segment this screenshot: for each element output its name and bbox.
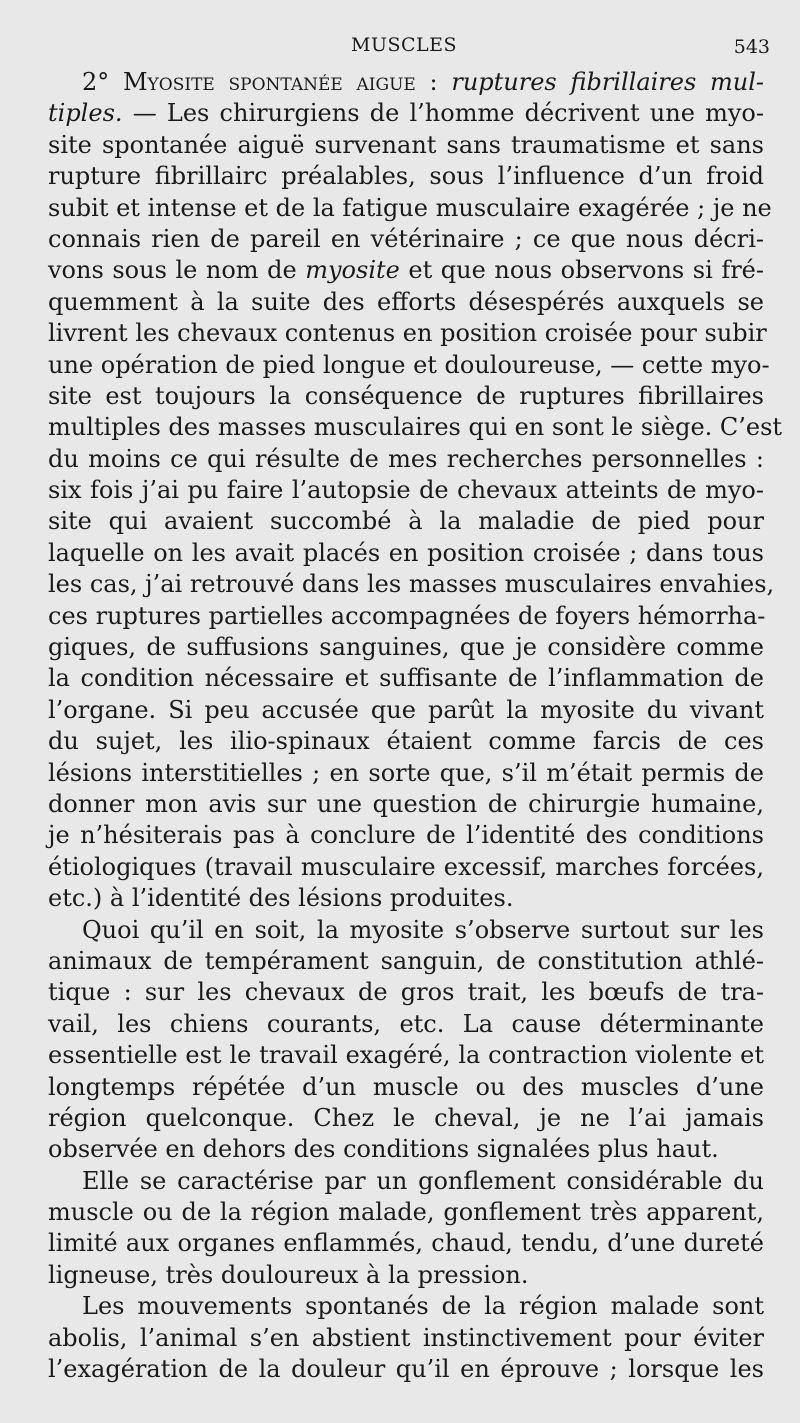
text-line: donner mon avis sur une question de chirurgie humaine, [48,789,764,818]
text-line: la condition nécessaire et suffisante de l’inflammation de [48,664,764,693]
paragraph-mouvements [48,1291,764,1385]
text-line: site est toujours la conséquence de ruptures fibrillaires [48,381,764,410]
text-line: longtemps répétée d’un muscle ou des muscles d’une [48,1072,764,1101]
text-line: abolis, l’animal s’en abstient instinctivement pour éviter [48,1323,764,1352]
text-line: etc.) à l’identité des lésions produites. [48,884,514,913]
text-line: lésions interstitielles ; en sorte que, s’il m’était permis de [48,758,764,787]
text-line: région quelconque. Chez le cheval, je ne l’ai jamais [48,1103,764,1132]
text-line: giques, de suffusions sanguines, que je considère comme [48,633,764,662]
text-line: vail, les chiens courants, etc. La cause déterminante [48,1009,764,1038]
text-line: six fois j’ai pu faire l’autopsie de chevaux atteints de myo- [48,476,764,505]
text-line: tique : sur les chevaux de gros trait, les bœufs de tra- [48,978,764,1007]
section-heading: Myosite spontanée aigue [122,68,416,96]
text-line: du moins ce qui résulte de mes recherches personnelles : [48,444,764,473]
text-line: quemment à la suite des efforts désespérés auxquels se [48,287,764,316]
text-line: limité aux organes enflammés, chaud, tendu, d’une dureté [48,1229,764,1258]
text-line: Quoi qu’il en soit, la myosite s’observe surtout sur les [82,915,764,944]
body-text [48,67,783,1385]
text-line: je n’hésiterais pas à conclure de l’identité des conditions [48,821,764,850]
text-line: site qui avaient succombé à la maladie de pied pour [48,507,764,536]
paragraph-causes [48,915,764,1166]
paragraph-myosite-spontanee [48,67,783,915]
section-subtitle: ruptures fibrillaires mul- [451,68,765,96]
text-line: tiples. — Les chirurgiens de l’homme décrivent une myo- [48,99,764,128]
text-line: Les mouvements spontanés de la région malade sont [82,1292,764,1321]
text-line: étiologiques (travail musculaire excessif, marches forcées, [48,852,764,881]
text-line: l’exagération de la douleur qu’il en éprouve ; lorsque les [48,1355,764,1384]
text-line: livrent les chevaux contenus en position croisée pour subir [48,319,767,348]
running-title: MUSCLES [350,34,458,56]
text-line: ces ruptures partielles accompagnées de foyers hémorrha- [48,601,766,630]
text-line: connais rien de pareil en vétérinaire ; ce que nous décri- [48,224,764,253]
text-line: animaux de tempérament sanguin, de constitution athlé- [48,946,764,975]
text-line: une opération de pied longue et douloureuse, — cette myo- [48,350,770,379]
text-line: laquelle on les avait placés en position croisée ; dans tous [48,538,764,567]
text-line: du sujet, les ilio-spinaux étaient comme farcis de ces [48,727,764,756]
running-head [38,30,770,60]
text-line: subit et intense et de la fatigue musculaire exagérée ; je ne [48,193,772,222]
text-line: les cas, j’ai retrouvé dans les masses musculaires envahies, [48,570,775,599]
text-line: l’organe. Si peu accusée que parût la myosite du vivant [48,695,764,724]
text-line: ligneuse, très douloureux à la pression. [48,1260,529,1289]
paragraph-symptomes [48,1166,764,1292]
text-line: muscle ou de la région malade, gonflement très apparent, [48,1198,764,1227]
text-line: multiples des masses musculaires qui en sont le siège. C’est [48,413,783,442]
text-line: Elle se caractérise par un gonflement considérable du [82,1166,764,1195]
text-line: site spontanée aiguë survenant sans traumatisme et sans [48,130,764,159]
page-number: 543 [733,36,770,58]
text-line: 2° Myosite spontanée aigue : ruptures fibrillaires mul- [82,68,765,96]
text-line: vons sous le nom de myosite et que nous observons si fré- [48,256,764,285]
text-line: observée en dehors des conditions signalées plus haut. [48,1135,719,1164]
text-line: essentielle est le travail exagéré, la contraction violente et [48,1041,764,1070]
text-line: rupture fibrillairc préalables, sous l’influence d’un froid [48,162,764,191]
